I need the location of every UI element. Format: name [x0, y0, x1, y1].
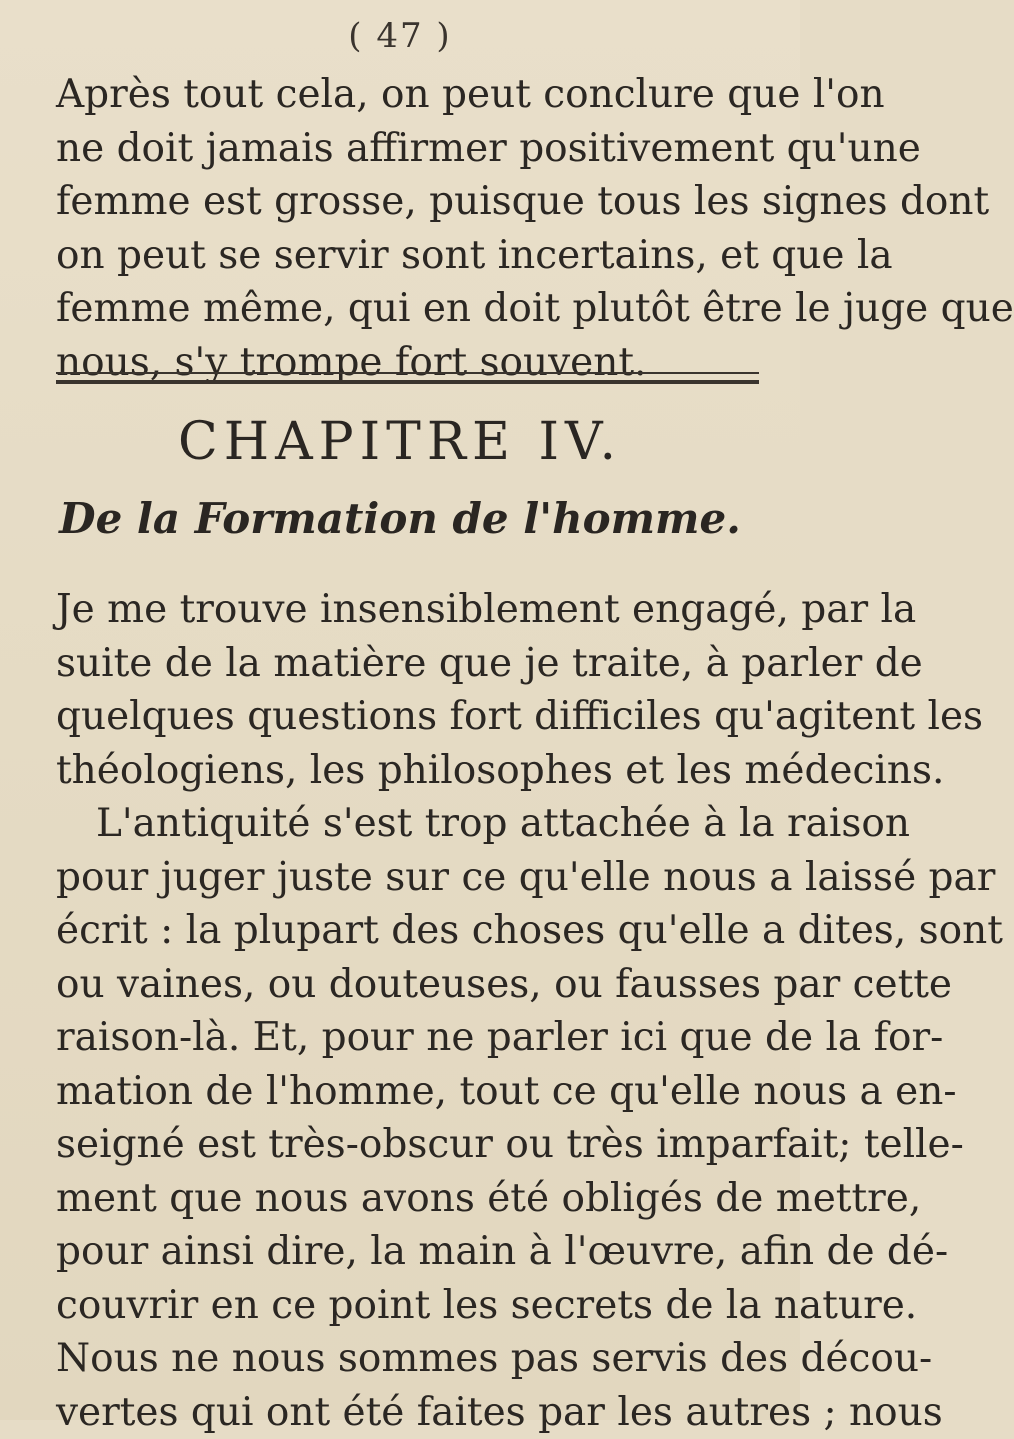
text-line: nous, s'y trompe fort souvent. — [56, 336, 796, 390]
text-line: femme même, qui en doit plutôt être le juge que — [56, 282, 796, 336]
text-line: ne doit jamais affirmer positivement qu'une — [56, 122, 796, 176]
text-line: pour juger juste sur ce qu'elle nous a laissé par — [56, 851, 796, 905]
text-line: L'antiquité s'est trop attachée à la raison — [56, 797, 796, 851]
text-line: raison-là. Et, pour ne parler ici que de la for- — [56, 1011, 796, 1065]
chapter-subtitle: De la Formation de l'homme. — [0, 494, 800, 543]
chapter-title: CHAPITRE IV. — [0, 412, 800, 472]
text-line: Nous ne nous sommes pas servis des décou- — [56, 1332, 796, 1386]
chapter-divider-thick — [56, 380, 759, 384]
text-line: suite de la matière que je traite, à parler de — [56, 637, 796, 691]
text-line: on peut se servir sont incertains, et que la — [56, 229, 796, 283]
chapter-body — [56, 583, 796, 1439]
page-number: ( 47 ) — [0, 16, 800, 56]
text-line: Je me trouve insensiblement engagé, par la — [56, 583, 796, 637]
text-line: couvrir en ce point les secrets de la nature. — [56, 1279, 796, 1333]
text-line: quelques questions fort difficiles qu'agitent les — [56, 690, 796, 744]
text-line: vertes qui ont été faites par les autres ; nous — [56, 1386, 796, 1439]
text-line: ment que nous avons été obligés de mettre, — [56, 1172, 796, 1226]
text-line: seigné est très-obscur ou très imparfait; telle- — [56, 1118, 796, 1172]
chapter-divider-thin — [56, 372, 759, 374]
text-line: écrit : la plupart des choses qu'elle a dites, sont — [56, 904, 796, 958]
text-line: ou vaines, ou douteuses, ou fausses par cette — [56, 958, 796, 1012]
text-line: théologiens, les philosophes et les médecins. — [56, 744, 796, 798]
text-line: mation de l'homme, tout ce qu'elle nous a en- — [56, 1065, 796, 1119]
text-line: femme est grosse, puisque tous les signes dont — [56, 175, 796, 229]
text-line: pour ainsi dire, la main à l'œuvre, afin de dé- — [56, 1225, 796, 1279]
text-line: Après tout cela, on peut conclure que l'on — [56, 68, 796, 122]
opening-paragraph — [56, 68, 796, 389]
